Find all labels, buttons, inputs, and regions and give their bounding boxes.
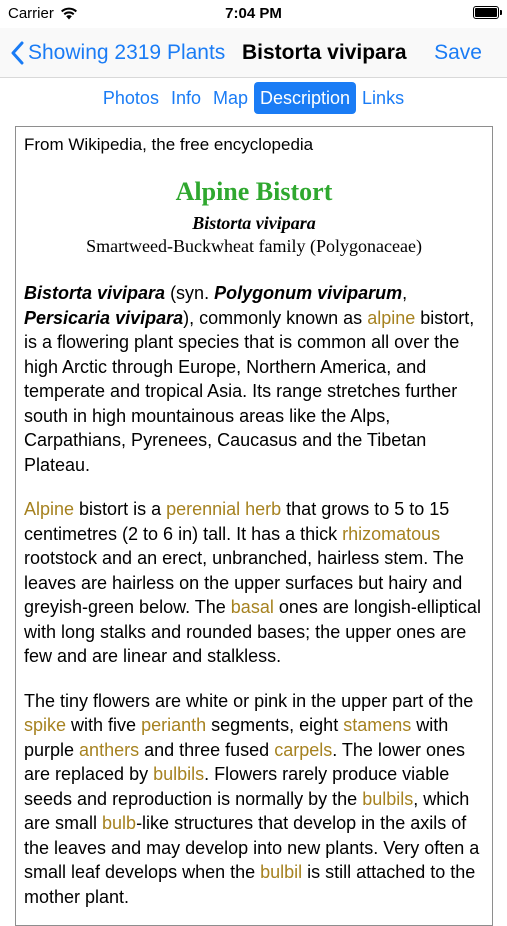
tab-photos[interactable]: Photos [102,88,159,108]
text: segments, eight [206,715,344,735]
link-stamens[interactable]: stamens [343,715,412,735]
link-basal[interactable]: basal [230,597,274,617]
page-title: Bistorta vivipara [242,41,407,64]
text: (syn. [165,283,215,303]
text: , which are small [24,788,470,833]
synonym-name: Persicaria vivipara [24,307,184,328]
family-name: Smartweed-Buckwheat family (Polygonaceae) [86,236,422,256]
link-spike[interactable]: spike [24,715,67,735]
segmented-tabs [0,82,507,114]
link-bulbils[interactable]: bulbils [362,788,414,809]
text: bistort is a [74,499,167,519]
link-alpine[interactable]: Alpine [24,499,75,519]
status-bar [0,0,507,28]
text: and three fused [139,739,275,760]
link-bulbil[interactable]: bulbil [260,862,303,882]
link-anthers[interactable]: anthers [79,739,140,760]
text: -like structures that develop in the axils of the leaves and may develop into new plants. Very often a small leaf develops when the [24,813,480,882]
common-name: Alpine Bistort [175,177,333,206]
text: bistort, is a flowering plant species that is common all over the high Arctic through Europe, Northern America, and temperate and tropical Asia. Its range stretches further south in high mountainous areas like the Alps, Carpathians, Pyrenees, Caucasus and the Tibetan Plateau. [24,307,475,475]
text: rootstock and an erect, unbranched, hairless stem. The leaves are hairless on the upper surfaces but hairy and greyish-green below. The [24,548,464,617]
text: that grows to 5 to 15 centimetres (2 to 6 in) tall. It has a thick [24,499,450,544]
paragraph-1 [24,281,484,477]
text: is still attached to the mother plant. [24,862,476,907]
text: with five [66,715,142,735]
tab-info[interactable]: Info [170,88,201,108]
tab-description[interactable]: Description [254,82,356,114]
description-content[interactable] [15,126,493,926]
link-perianth[interactable]: perianth [141,715,207,735]
article-heading [24,177,484,257]
tab-links[interactable]: Links [362,88,405,108]
text: , [402,283,408,303]
synonym-name: Polygonum viviparum [214,283,403,303]
link-perennial-herb[interactable]: perennial herb [166,499,282,519]
text: The tiny flowers are white or pink in the upper part of the [24,690,474,711]
paragraph-3 [24,689,484,910]
link-alpine[interactable]: alpine [367,307,416,328]
text: . Flowers rarely produce viable seeds and reproduction is normally by the [24,764,450,809]
source-note: From Wikipedia, the free encyclopedia [24,135,314,154]
text: ones are longish-elliptical with long stalks and rounded bases; the upper ones are few and are linear and stalkless. [24,597,481,666]
carrier-label: Carrier [8,5,54,22]
battery-icon [473,6,499,19]
navigation-bar [0,28,507,78]
link-bulb[interactable]: bulb [102,813,137,833]
paragraph-2 [24,497,484,669]
text: with purple [24,715,449,760]
back-button[interactable] [10,39,225,67]
chevron-left-icon [10,41,24,65]
link-bulbils[interactable]: bulbils [153,764,205,784]
save-button[interactable]: Save [434,41,482,64]
tab-map[interactable]: Map [212,88,248,108]
text: ), commonly known as [183,307,368,328]
species-name: Bistorta vivipara [24,283,166,303]
link-rhizomatous[interactable]: rhizomatous [342,523,441,544]
text: . The lower ones are replaced by [24,739,465,784]
status-time: 7:04 PM [225,5,282,22]
scientific-name: Bistorta vivipara [192,213,316,233]
back-button-label: Showing 2319 Plants [28,41,226,64]
link-carpels[interactable]: carpels [274,739,333,760]
